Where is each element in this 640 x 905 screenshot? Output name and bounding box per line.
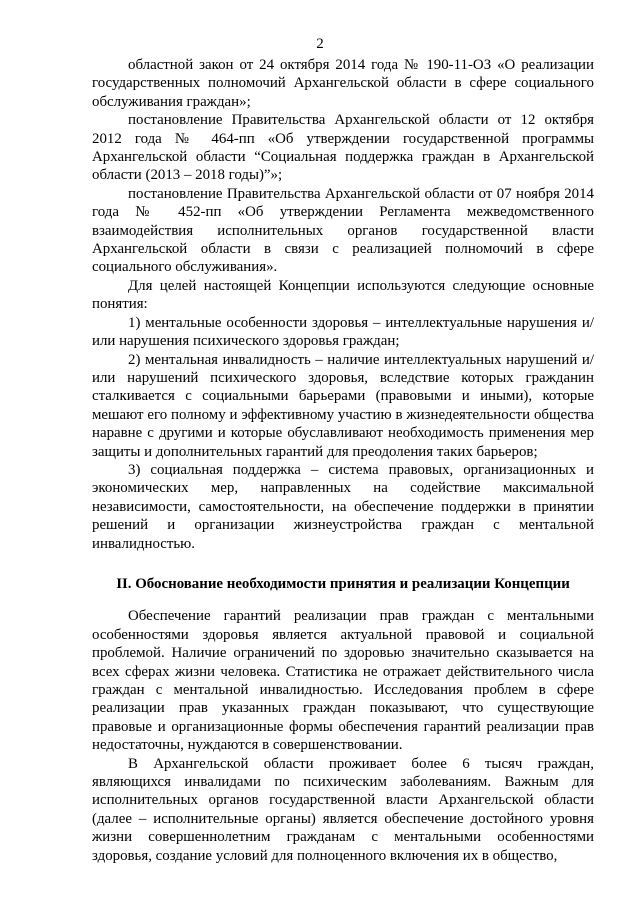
paragraph-resolution-464: постановление Правительства Архангельской области от 12 октября 2012 года № 464-пп «Об утверждении государственной программы Архангельской области “Социальная поддержка граждан в Архангельской области (2013 – 2018 годы)”»; [92, 112, 594, 184]
definition-item-1: 1) ментальные особенности здоровья – интеллектуальные нарушения и/или нарушения психического здоровья граждан; [92, 314, 594, 350]
page-number: 2 [316, 36, 324, 52]
definition-item-3: 3) социальная поддержка – система правовых, организационных и экономических мер, направленных на содействие максимальной независимости, самостоятельности, на обеспечение поддержки в принятии решений и организации жизнеустройства граждан с ментальной инвалидностью. [92, 461, 594, 552]
paragraph-definitions-intro: Для целей настоящей Концепции используются следующие основные понятия: [92, 277, 594, 313]
section-heading: II. Обоснование необходимости принятия и реализации Концепции [116, 575, 570, 592]
definition-item-2: 2) ментальная инвалидность – наличие интеллектуальных нарушений и/или нарушений психического здоровья, вследствие которых гражданин сталкивается с социальными барьерами (правовыми и иными), которые мешают его полному и эффективному участию в жизнедеятельности общества наравне с другими и которые обуславливают необходимость применения мер защиты и дополнительных гарантий для преодоления таких барьеров; [92, 351, 594, 460]
document-body [92, 56, 594, 865]
paragraph-resolution-452: постановление Правительства Архангельской области от 07 ноября 2014 года № 452-пп «Об утверждении Регламента межведомственного взаимодействия исполнительных органов государственной власти Архангельской области в связи с реализацией полномочий в сфере социального обслуживания». [92, 185, 594, 276]
paragraph-rights-guarantees: Обеспечение гарантий реализации прав граждан с ментальными особенностями здоровья является актуальной правовой и социальной проблемой. Наличие ограничений по здоровью значительно сказывается на всех сферах жизни человека. Статистика не отражает действительного числа граждан с ментальной инвалидностью. Исследования проблем в сфере реализации прав указанных граждан показывают, что существующие правовые и организационные формы обеспечения гарантий реализации прав недостаточны, нуждаются в совершенствовании. [92, 608, 594, 754]
paragraph-regional-law: областной закон от 24 октября 2014 года № 190-11-ОЗ «О реализации государственных полномочий Архангельской области в сфере социального обслуживания граждан»; [92, 57, 594, 110]
paragraph-regional-statistics: В Архангельской области проживает более 6 тысяч граждан, являющихся инвалидами по психическим заболеваниям. Важным для исполнительных органов государственной власти Архангельской области (далее – исполнительные органы) является обеспечение достойного уровня жизни совершеннолетним гражданам с ментальными особенностями здоровья, создание условий для полноценного включения их в общество, [92, 755, 594, 864]
